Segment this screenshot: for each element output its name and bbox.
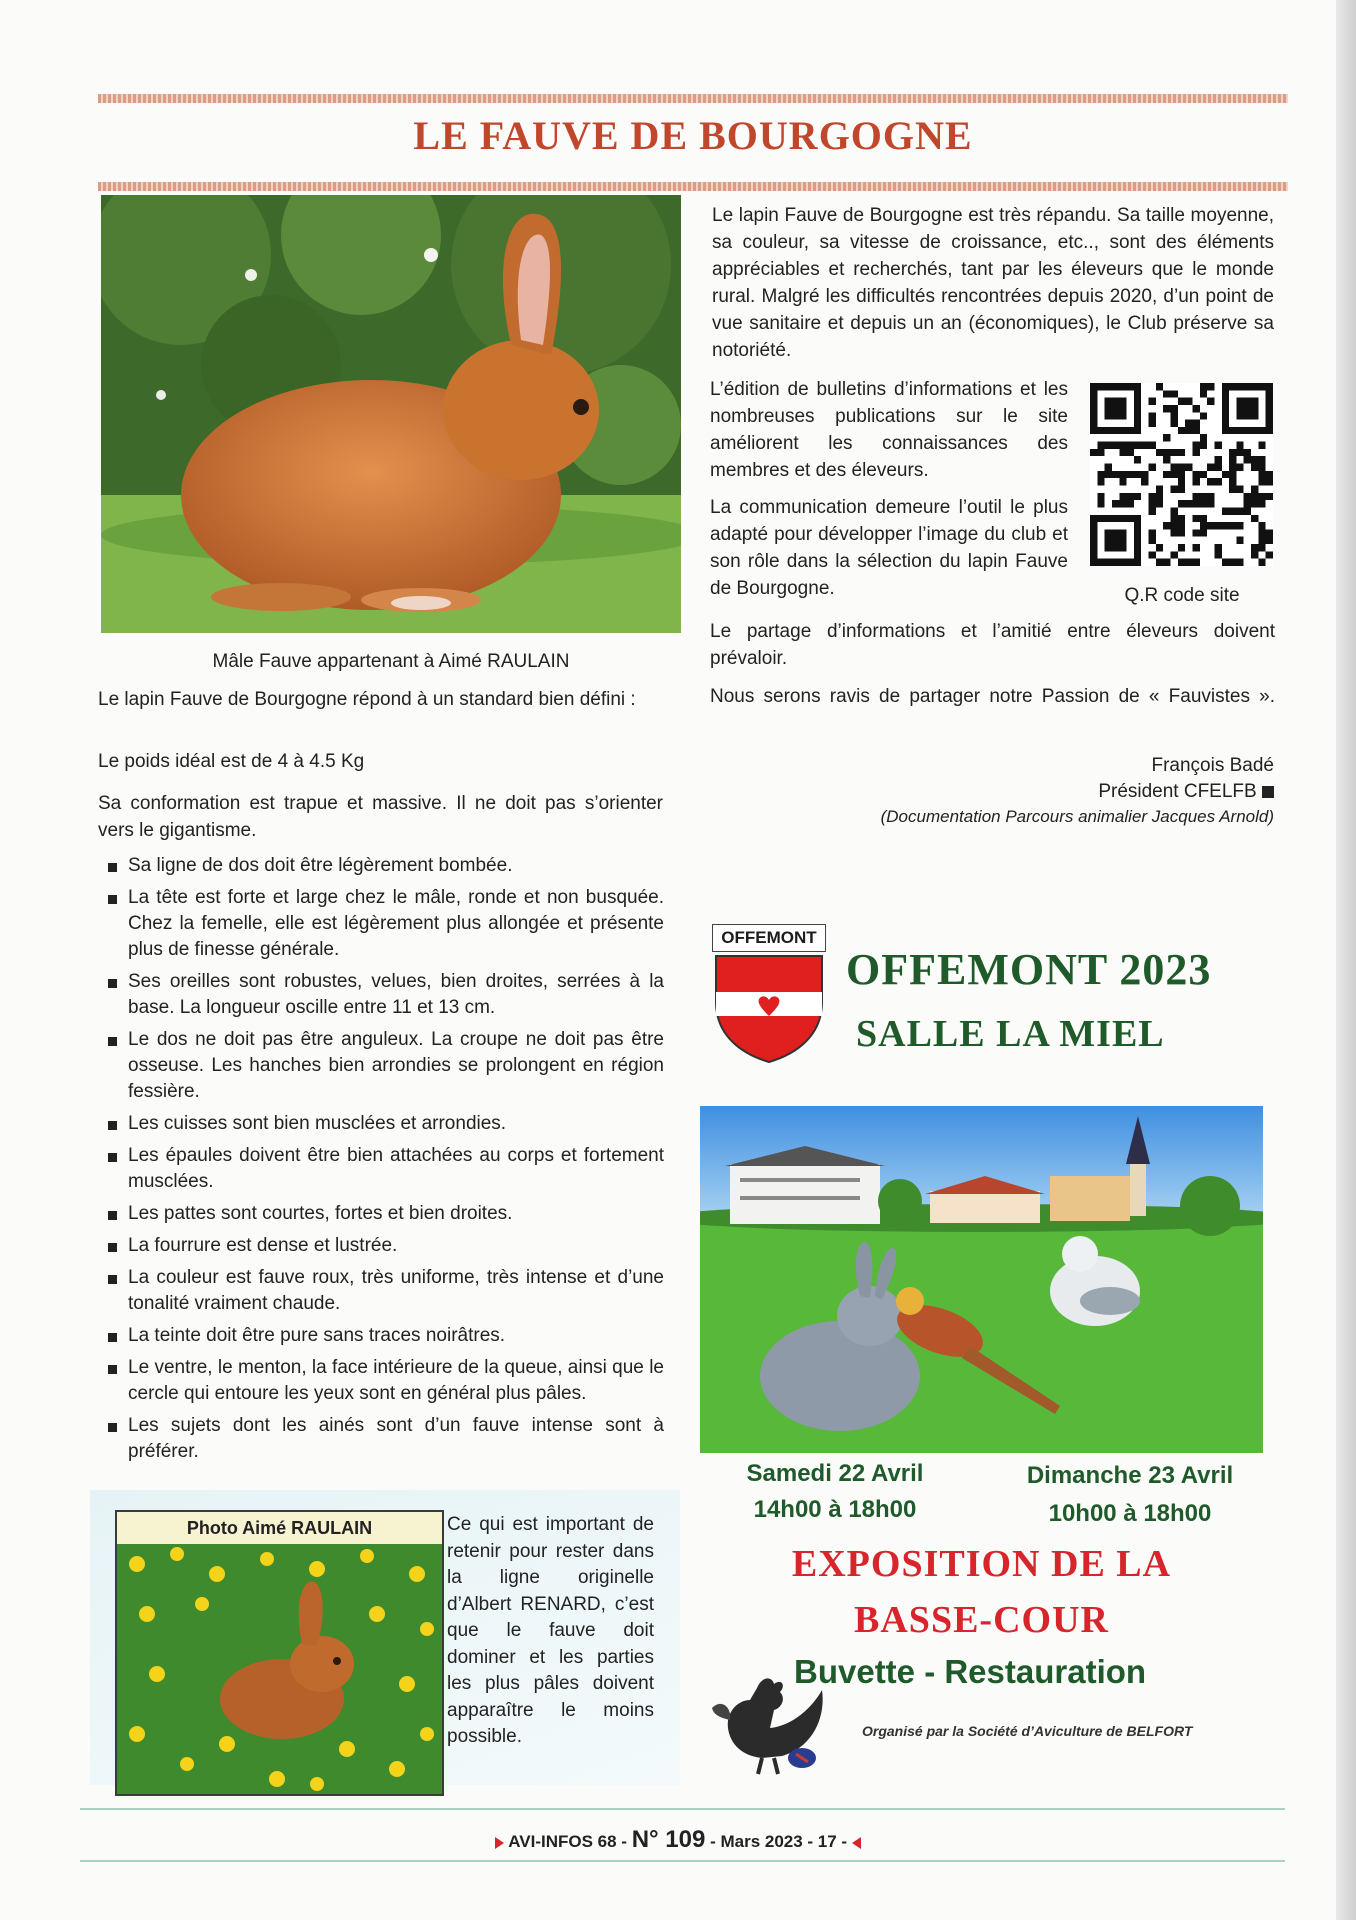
rooster-logo-icon	[702, 1668, 832, 1778]
right-paragraph-3: La communication demeure l’outil le plus adapté pour développer l’image du club et son rôle dans la sélection du lapin Fauve de Bourgogne.	[710, 497, 1068, 599]
end-square-icon	[1262, 786, 1274, 798]
footer-arrow-right-icon	[495, 1837, 504, 1849]
signature-title-text: Président CFELFB	[1098, 781, 1257, 802]
rabbit-photo	[101, 195, 681, 633]
exhibition-line-1: EXPOSITION DE LA	[791, 1543, 1172, 1585]
top-rule	[98, 94, 1288, 103]
list-item: La couleur est fauve roux, très uniforme, très intense et d’une tonalité vraiment chaude.	[104, 1265, 664, 1317]
farm-animals-photo	[700, 1106, 1263, 1453]
photo-caption: Mâle Fauve appartenant à Aimé RAULAIN	[212, 651, 570, 672]
footer-arrow-left-icon	[852, 1837, 861, 1849]
list-item: La fourrure est dense et lustrée.	[104, 1233, 664, 1259]
list-item: Ses oreilles sont robustes, velues, bien droites, serrées à la base. La longueur oscille entre 11 et 13 cm.	[104, 969, 664, 1021]
qr-caption: Q.R code site	[1124, 585, 1240, 606]
conformation-paragraph: Sa conformation est trapue et massive. Il ne doit pas s’orienter vers le gigantisme.	[98, 793, 663, 841]
day2-label: Dimanche 23 Avril	[1026, 1462, 1234, 1489]
page-edge	[1336, 0, 1356, 1920]
list-item: Les pattes sont courtes, fortes et bien droites.	[104, 1201, 664, 1227]
exhibition-line-2: BASSE-COUR	[854, 1599, 1109, 1641]
title-rule	[98, 182, 1288, 191]
important-paragraph: Ce qui est important de retenir pour rester dans la ligne originelle d’Albert RENARD, c’est que le fauve doit dominer et les parties les plus pâles doivent apparaître le moins possible.	[447, 1514, 654, 1747]
organiser-credit: Organisé par la Société d’Aviculture de BELFORT	[862, 1723, 1193, 1739]
list-item: Sa ligne de dos doit être légèrement bombée.	[104, 853, 664, 879]
footer-rule-top	[80, 1808, 1285, 1810]
shield-label: OFFEMONT	[712, 924, 826, 952]
page-title: LE FAUVE DE BOURGOGNE	[413, 113, 973, 158]
list-item: La teinte doit être pure sans traces noirâtres.	[104, 1323, 664, 1349]
list-item: Les épaules doivent être bien attachées au corps et fortement musclées.	[104, 1143, 664, 1195]
documentation-credit: (Documentation Parcours animalier Jacques Arnold)	[880, 807, 1274, 826]
list-item: Le ventre, le menton, la face intérieure de la queue, ainsi que le cercle qui entoure les yeux sont en général plus pâles.	[104, 1355, 664, 1407]
footer	[0, 1826, 1356, 1854]
right-paragraph-1: Le lapin Fauve de Bourgogne est très répandu. Sa taille moyenne, sa couleur, sa vitesse de croissance, etc.., sont des éléments appréciables et recherchés, tant par les éleveurs que le monde rural. Malgré les difficultés rencontrées depuis 2020, d’un point de vue sanitaire et depuis un an (économiques), le Club préserve sa notoriété.	[712, 205, 1274, 361]
time1-label: 14h00 à 18h00	[753, 1496, 917, 1523]
right-paragraph-2: L’édition de bulletins d’informations et les nombreuses publications sur le site améliorent les connaissances des membres et des éleveurs.	[710, 379, 1068, 481]
photo2-label: Photo Aimé RAULAIN	[117, 1512, 442, 1544]
signature-title	[780, 778, 1274, 805]
list-item: Les sujets dont les ainés sont d’un fauve intense sont à préférer.	[104, 1413, 664, 1465]
list-item: Le dos ne doit pas être anguleux. La croupe ne doit pas être osseuse. Les hanches bien arrondies se prolongent en région fessière.	[104, 1027, 664, 1105]
footer-magazine: AVI-INFOS 68 -	[508, 1832, 627, 1851]
footer-date-page: - Mars 2023 - 17 -	[710, 1832, 848, 1851]
poster-venue: SALLE LA MIEL	[856, 1013, 1165, 1055]
signature-name: François Badé	[1151, 755, 1274, 776]
weight-paragraph: Le poids idéal est de 4 à 4.5 Kg	[98, 751, 365, 772]
footer-issue-number: N° 109	[631, 1826, 706, 1853]
right-paragraph-4: Le partage d’informations et l’amitié entre éleveurs doivent prévaloir.	[710, 621, 1275, 669]
right-paragraph-5: Nous serons ravis de partager notre Passion de « Fauvistes ».	[710, 686, 1275, 707]
day1-label: Samedi 22 Avril	[746, 1460, 924, 1487]
rabbit-photo-2	[115, 1510, 444, 1796]
time2-label: 10h00 à 18h00	[1048, 1500, 1212, 1527]
offemont-shield-logo	[712, 924, 826, 1064]
list-item: Les cuisses sont bien musclées et arrondies.	[104, 1111, 664, 1137]
footer-rule-bottom	[80, 1860, 1285, 1862]
poster-heading: OFFEMONT 2023	[846, 945, 1212, 994]
buvette-label: Buvette - Restauration	[794, 1653, 1147, 1690]
intro-paragraph: Le lapin Fauve de Bourgogne répond à un standard bien défini :	[98, 689, 636, 710]
list-item: La tête est forte et large chez le mâle, ronde et non busquée. Chez la femelle, elle est légèrement plus allongée et présente plus de finesse générale.	[104, 885, 664, 963]
qr-code[interactable]	[1090, 383, 1273, 566]
standard-bullet-list	[104, 853, 664, 1471]
